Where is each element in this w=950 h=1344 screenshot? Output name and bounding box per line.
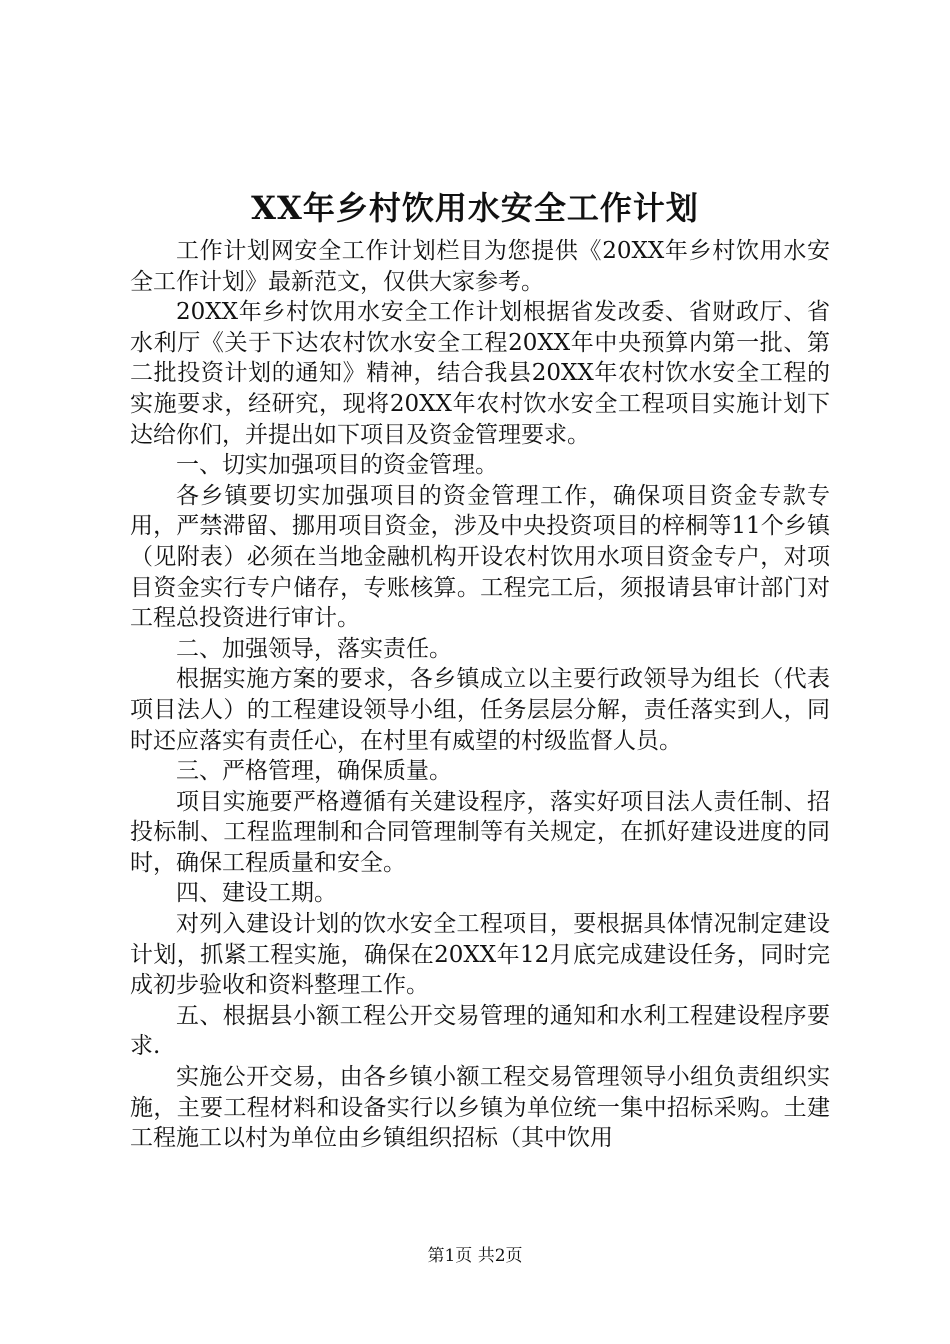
document-body	[130, 236, 830, 1154]
section-heading-3: 三、严格管理，确保质量。	[176, 758, 452, 785]
paragraph-section-2: 根据实施方案的要求，各乡镇成立以主要行政领导为组长（代表项目法人）的工程建设领导小组，任务层层分解，责任落实到人，同时还应落实有责任心，在村里有威望的村级监督人员。	[130, 666, 830, 754]
paragraph-intro: 工作计划网安全工作计划栏目为您提供《20XX年乡村饮用水安全工作计划》最新范文，仅供大家参考。	[130, 238, 830, 295]
section-heading-4: 四、建设工期。	[176, 880, 337, 907]
paragraph-section-3: 项目实施要严格遵循有关建设程序，落实好项目法人责任制、招投标制、工程监理制和合同管理制等有关规定，在抓好建设进度的同时，确保工程质量和安全。	[130, 788, 830, 876]
paragraph-section-4: 对列入建设计划的饮水安全工程项目，要根据具体情况制定建设计划，抓紧工程实施，确保在20XX年12月底完成建设任务，同时完成初步验收和资料整理工作。	[130, 911, 830, 999]
page-number-footer: 第1页 共2页	[427, 1246, 523, 1266]
paragraph-section-5: 实施公开交易，由各乡镇小额工程交易管理领导小组负责组织实施，主要工程材料和设备实行以乡镇为单位统一集中招标采购。土建工程施工以村为单位由乡镇组织招标（其中饮用	[130, 1064, 830, 1152]
section-heading-2: 二、加强领导，落实责任。	[176, 635, 452, 662]
section-heading-5: 五、根据县小额工程公开交易管理的通知和水利工程建设程序要求.	[130, 1002, 830, 1060]
document-title: XX年乡村饮用水安全工作计划	[251, 189, 699, 227]
paragraph-section-1: 各乡镇要切实加强项目的资金管理工作，确保项目资金专款专用，严禁滞留、挪用项目资金，涉及中央投资项目的梓桐等11个乡镇（见附表）必须在当地金融机构开设农村饮用水项目资金专户，对项目资金实行专户储存，专账核算。工程完工后，须报请县审计部门对工程总投资进行审计。	[130, 482, 830, 632]
section-heading-1: 一、切实加强项目的资金管理。	[176, 452, 498, 479]
paragraph-background: 20XX年乡村饮用水安全工作计划根据省发改委、省财政厅、省水利厅《关于下达农村饮水安全工程20XX年中央预算内第一批、第二批投资计划的通知》精神，结合我县20XX年农村饮水安全工程的实施要求，经研究，现将20XX年农村饮水安全工程项目实施计划下达给你们，并提出如下项目及资金管理要求。	[130, 299, 830, 448]
